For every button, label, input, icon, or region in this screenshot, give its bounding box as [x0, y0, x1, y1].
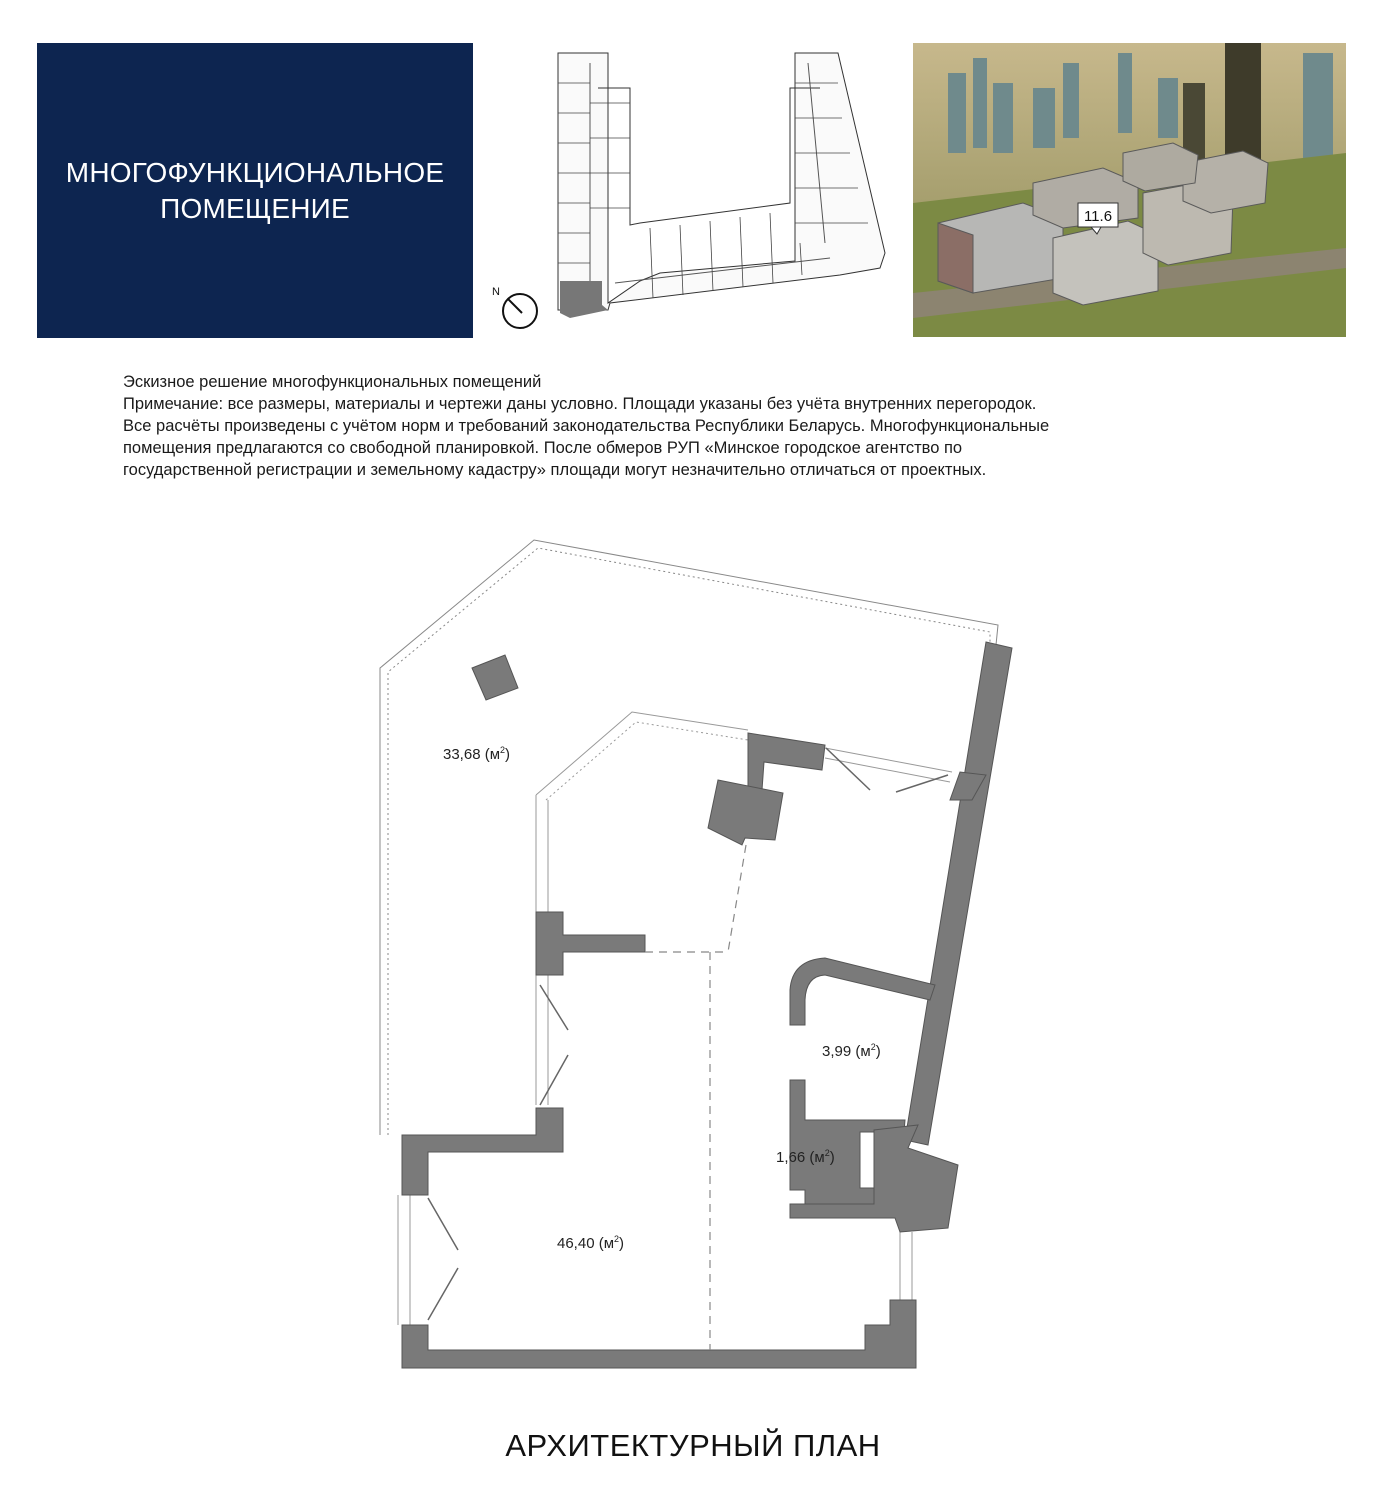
notes-block [123, 371, 1303, 481]
title-line-1: МНОГОФУНКЦИОНАЛЬНОЕ [65, 156, 445, 188]
plan-caption: АРХИТЕКТУРНЫЙ ПЛАН [505, 1428, 881, 1463]
area-label-bathroom: 3,99 $(м^2)$ [822, 1042, 881, 1060]
notes-line-2: Примечание: все размеры, материалы и чертежи даны условно. Площади указаны без учёта внутренних перегородок. [123, 395, 1037, 413]
terrace-column [472, 655, 518, 700]
title-panel [37, 43, 473, 338]
compass-label: N [492, 286, 500, 298]
floor-plan [370, 530, 1030, 1390]
page-title [66, 155, 444, 227]
compass-icon [492, 286, 537, 328]
building-tag: 11.6 [1083, 208, 1113, 225]
site-key-plan [490, 43, 910, 343]
notes-line-5: государственной регистрации и земельному кадастру» площади могут незначительно отличаться от проектных. [123, 461, 987, 479]
notes-line-4: помещения предлагаются со свободной планировкой. После обмеров РУП «Минское городское агентство по [123, 439, 963, 457]
highlighted-unit [560, 281, 608, 318]
district-render-image [913, 43, 1346, 337]
area-label-storage: 1,66 $(м^2)$ [776, 1148, 835, 1166]
area-label-main-hall: 46,40 $(м^2)$ [557, 1234, 625, 1252]
title-line-2: ПОМЕЩЕНИЕ [160, 192, 350, 224]
notes-line-3: Все расчёты произведены с учётом норм и требований законодательства Республики Беларусь. Многофункциональные [123, 417, 1050, 435]
notes-line-1: Эскизное решение многофункциональных помещений [123, 373, 542, 391]
area-label-terrace: 33,68 $(м^2)$ [443, 745, 511, 763]
